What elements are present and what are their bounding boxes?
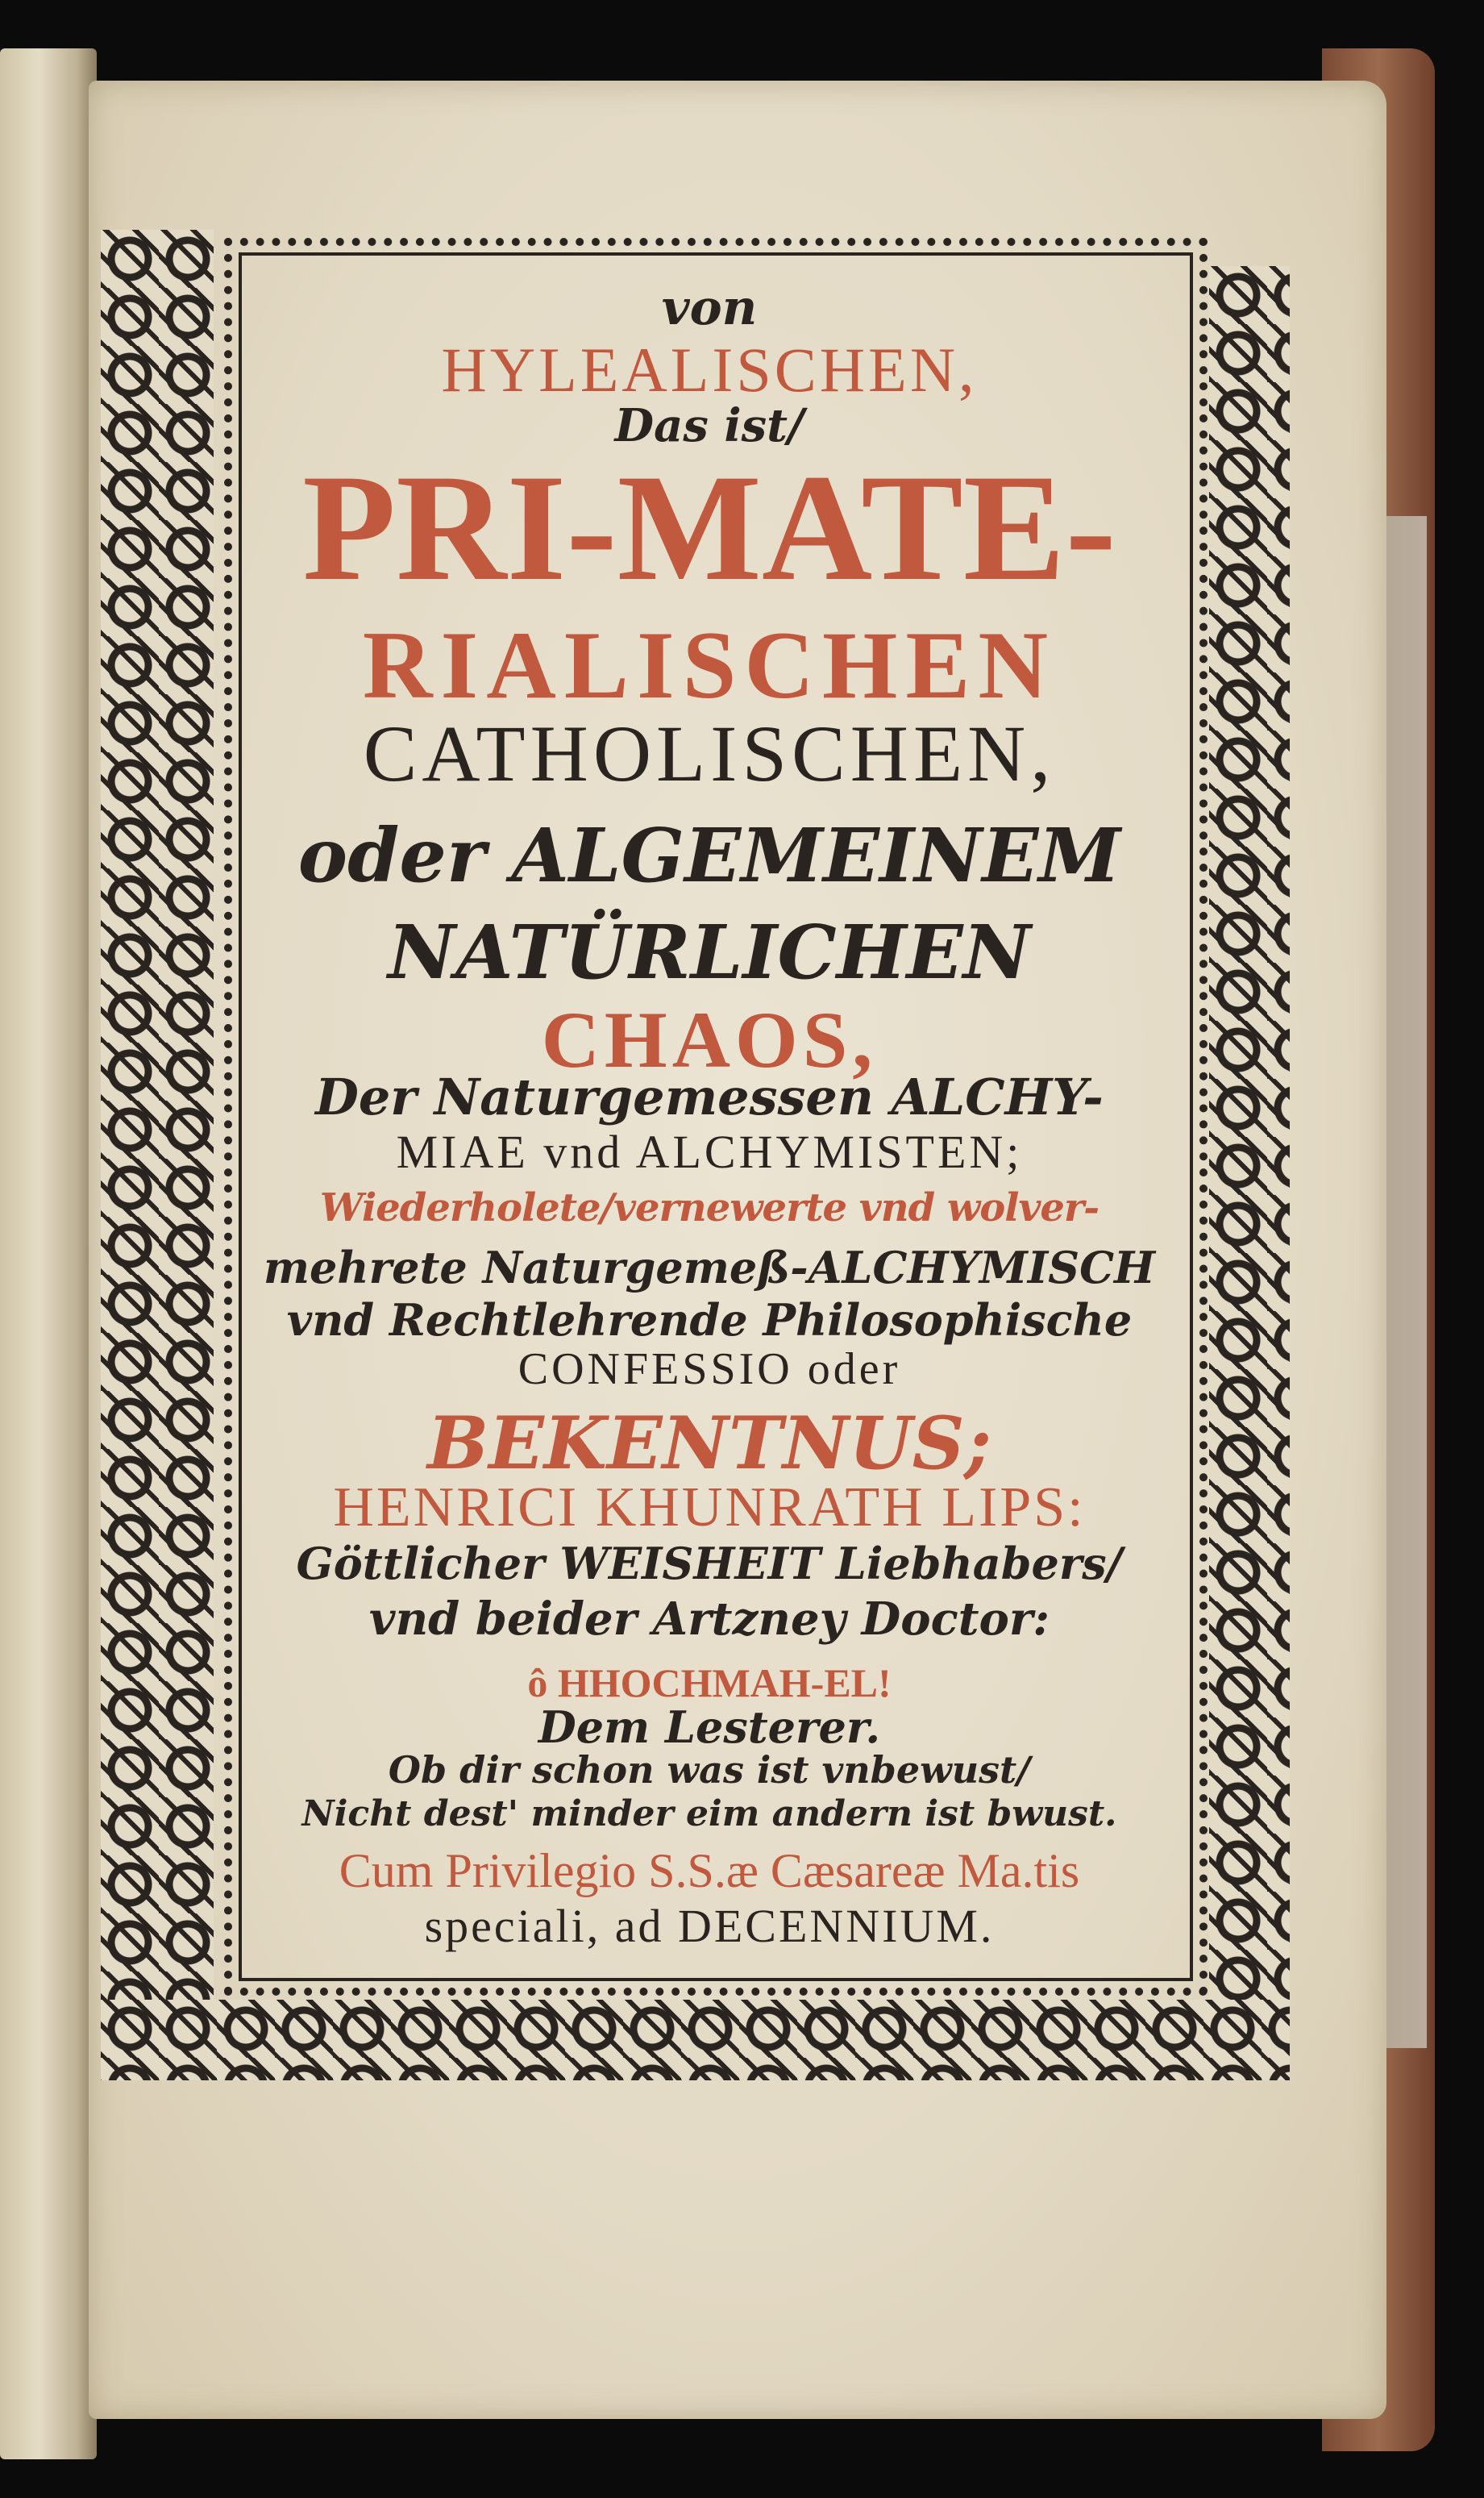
line-privilegio: Cum Privilegio S.S.æ Cæsareæ Ma.tis xyxy=(339,1844,1080,1897)
line-wiederholete: Wiederholete/vernewerte vnd wolver- xyxy=(319,1185,1099,1230)
line-mehrete: mehrete Naturgemeß-ALCHYMISCH xyxy=(263,1242,1156,1293)
line-hhochmah: ô HHOCHMAH-EL! xyxy=(527,1660,892,1705)
line-bekentnus: BEKENTNUS; xyxy=(427,1401,991,1486)
line-rechtlehrende: vnd Rechtlehrende Philosophische xyxy=(286,1294,1133,1346)
line-dem-lesterer: Dem Lesterer. xyxy=(538,1701,881,1753)
line-der-naturgemessen: Der Naturgemessen ALCHY- xyxy=(315,1068,1104,1126)
line-author: HENRICI KHUNRATH LIPS: xyxy=(333,1476,1086,1538)
line-von: von xyxy=(661,280,758,336)
ornamental-border-right xyxy=(1209,266,1290,2072)
line-motto-2: Nicht dest' minder eim andern ist bwust. xyxy=(301,1793,1117,1834)
book-spine xyxy=(0,48,97,2459)
line-naturlichen: NATÜRLICHEN xyxy=(388,909,1031,996)
line-doctor: vnd beider Artzney Doctor: xyxy=(368,1592,1050,1646)
line-motto-1: Ob dir schon was ist vnbewust/ xyxy=(388,1748,1031,1792)
ornamental-border-left xyxy=(101,230,214,2076)
line-gottlicher: Göttlicher WEISHEIT Liebhabers/ xyxy=(296,1538,1123,1589)
line-rialischen: RIALISCHEN xyxy=(362,611,1057,718)
line-miae: MIAE vnd ALCHYMISTEN; xyxy=(396,1126,1023,1178)
line-das-ist: Das ist/ xyxy=(614,399,804,452)
line-oder-algemeinem: oder ALGEMEINEM xyxy=(297,812,1121,899)
line-pri-mate: PRI-MATE- xyxy=(302,443,1116,613)
line-decennium: speciali, ad DECENNIUM. xyxy=(424,1900,995,1952)
line-hylealischen: HYLEALISCHEN, xyxy=(441,335,978,405)
line-chaos: CHAOS, xyxy=(541,995,878,1085)
line-confessio: CONFESSIO oder xyxy=(518,1344,901,1394)
ornamental-border-bottom xyxy=(101,2000,1290,2080)
line-catholischen: CATHOLISCHEN, xyxy=(363,709,1056,798)
